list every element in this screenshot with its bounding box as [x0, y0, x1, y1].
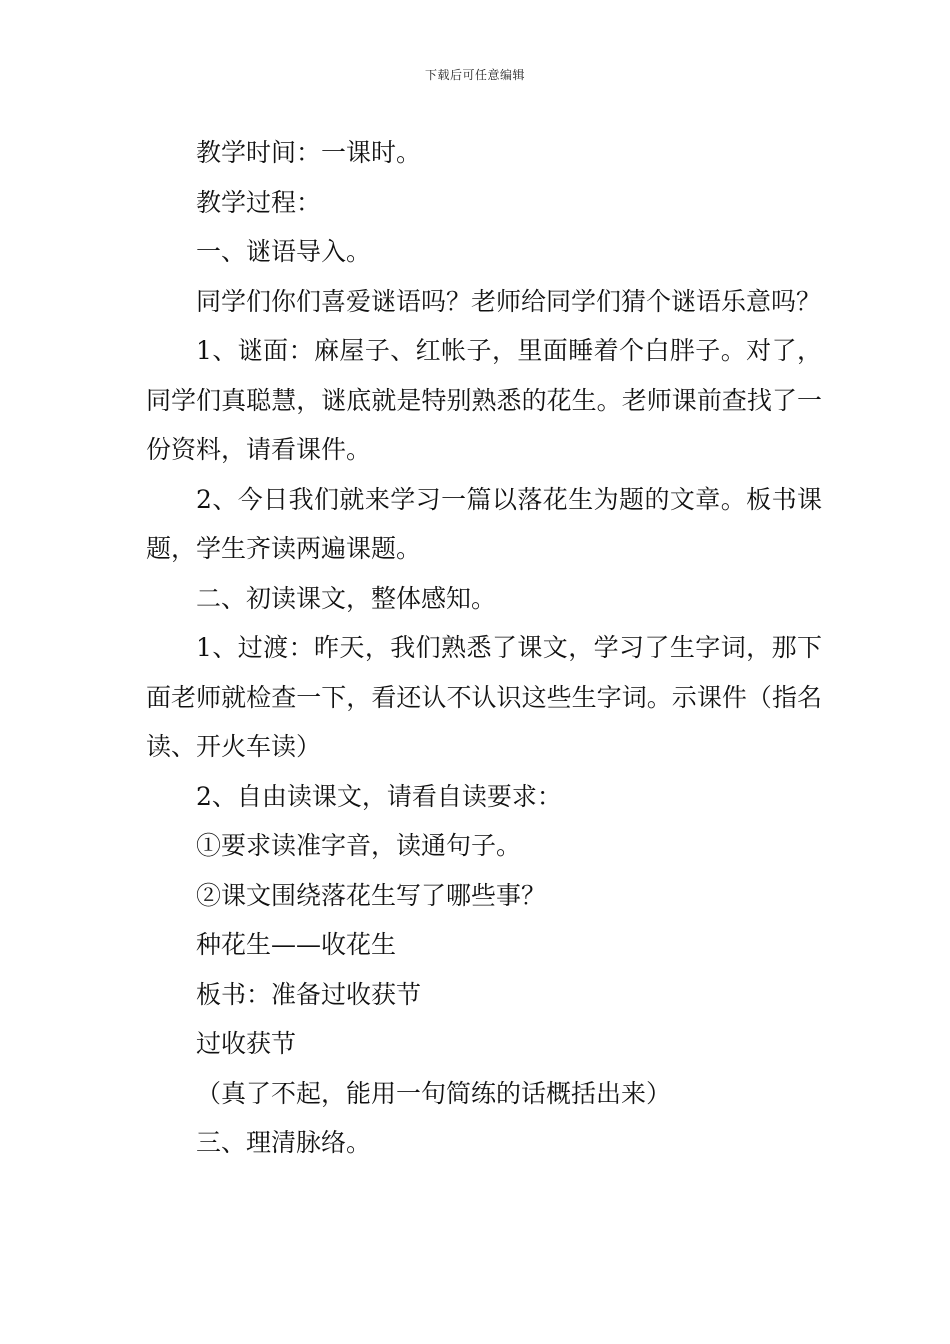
paragraph-praise: （真了不起，能用一句简练的话概括出来） [196, 1078, 672, 1108]
paragraph-lesson-title: 2、今日我们就来学习一篇以落花生为题的文章。板书课题，学生齐读两遍课题。 [146, 484, 822, 563]
paragraph-blackboard: 板书：准备过收获节 [196, 979, 422, 1009]
section-heading-riddle-intro: 一、谜语导入。 [196, 237, 372, 266]
list-item-requirement-2: ②课文围绕落花生写了哪些事？ [196, 880, 547, 910]
section-heading-structure: 三、理清脉络。 [196, 1128, 372, 1157]
paragraph-teaching-time: 教学时间：一课时。 [196, 138, 422, 167]
paragraph-free-reading: 2、自由读课文，请看自读要求： [196, 781, 562, 811]
paragraph-riddle-question: 同学们你们喜爱谜语吗？老师给同学们猜个谜语乐意吗？ [196, 286, 822, 316]
paragraph-harvest-festival: 过收获节 [196, 1029, 297, 1058]
section-heading-first-reading: 二、初读课文，整体感知。 [196, 583, 497, 613]
paragraph-transition: 1、过渡：昨天，我们熟悉了课文，学习了生字词，那下面老师就检查一下，看还认不认识这些生字词。示课件（指名读、开火车读） [146, 633, 822, 761]
paragraph-teaching-process: 教学过程： [196, 187, 322, 217]
document-body [146, 128, 822, 1168]
list-item-requirement-1: ①要求读准字音，读通句子。 [196, 831, 522, 860]
paragraph-plant-harvest: 种花生——收花生 [196, 930, 397, 959]
page-header-note: 下载后可任意编辑 [424, 68, 525, 82]
paragraph-riddle-face: 1、谜面：麻屋子、红帐子，里面睡着个白胖子。对了，同学们真聪慧，谜底就是特别熟悉的花生。老师课前查找了一份资料，请看课件。 [146, 336, 822, 464]
